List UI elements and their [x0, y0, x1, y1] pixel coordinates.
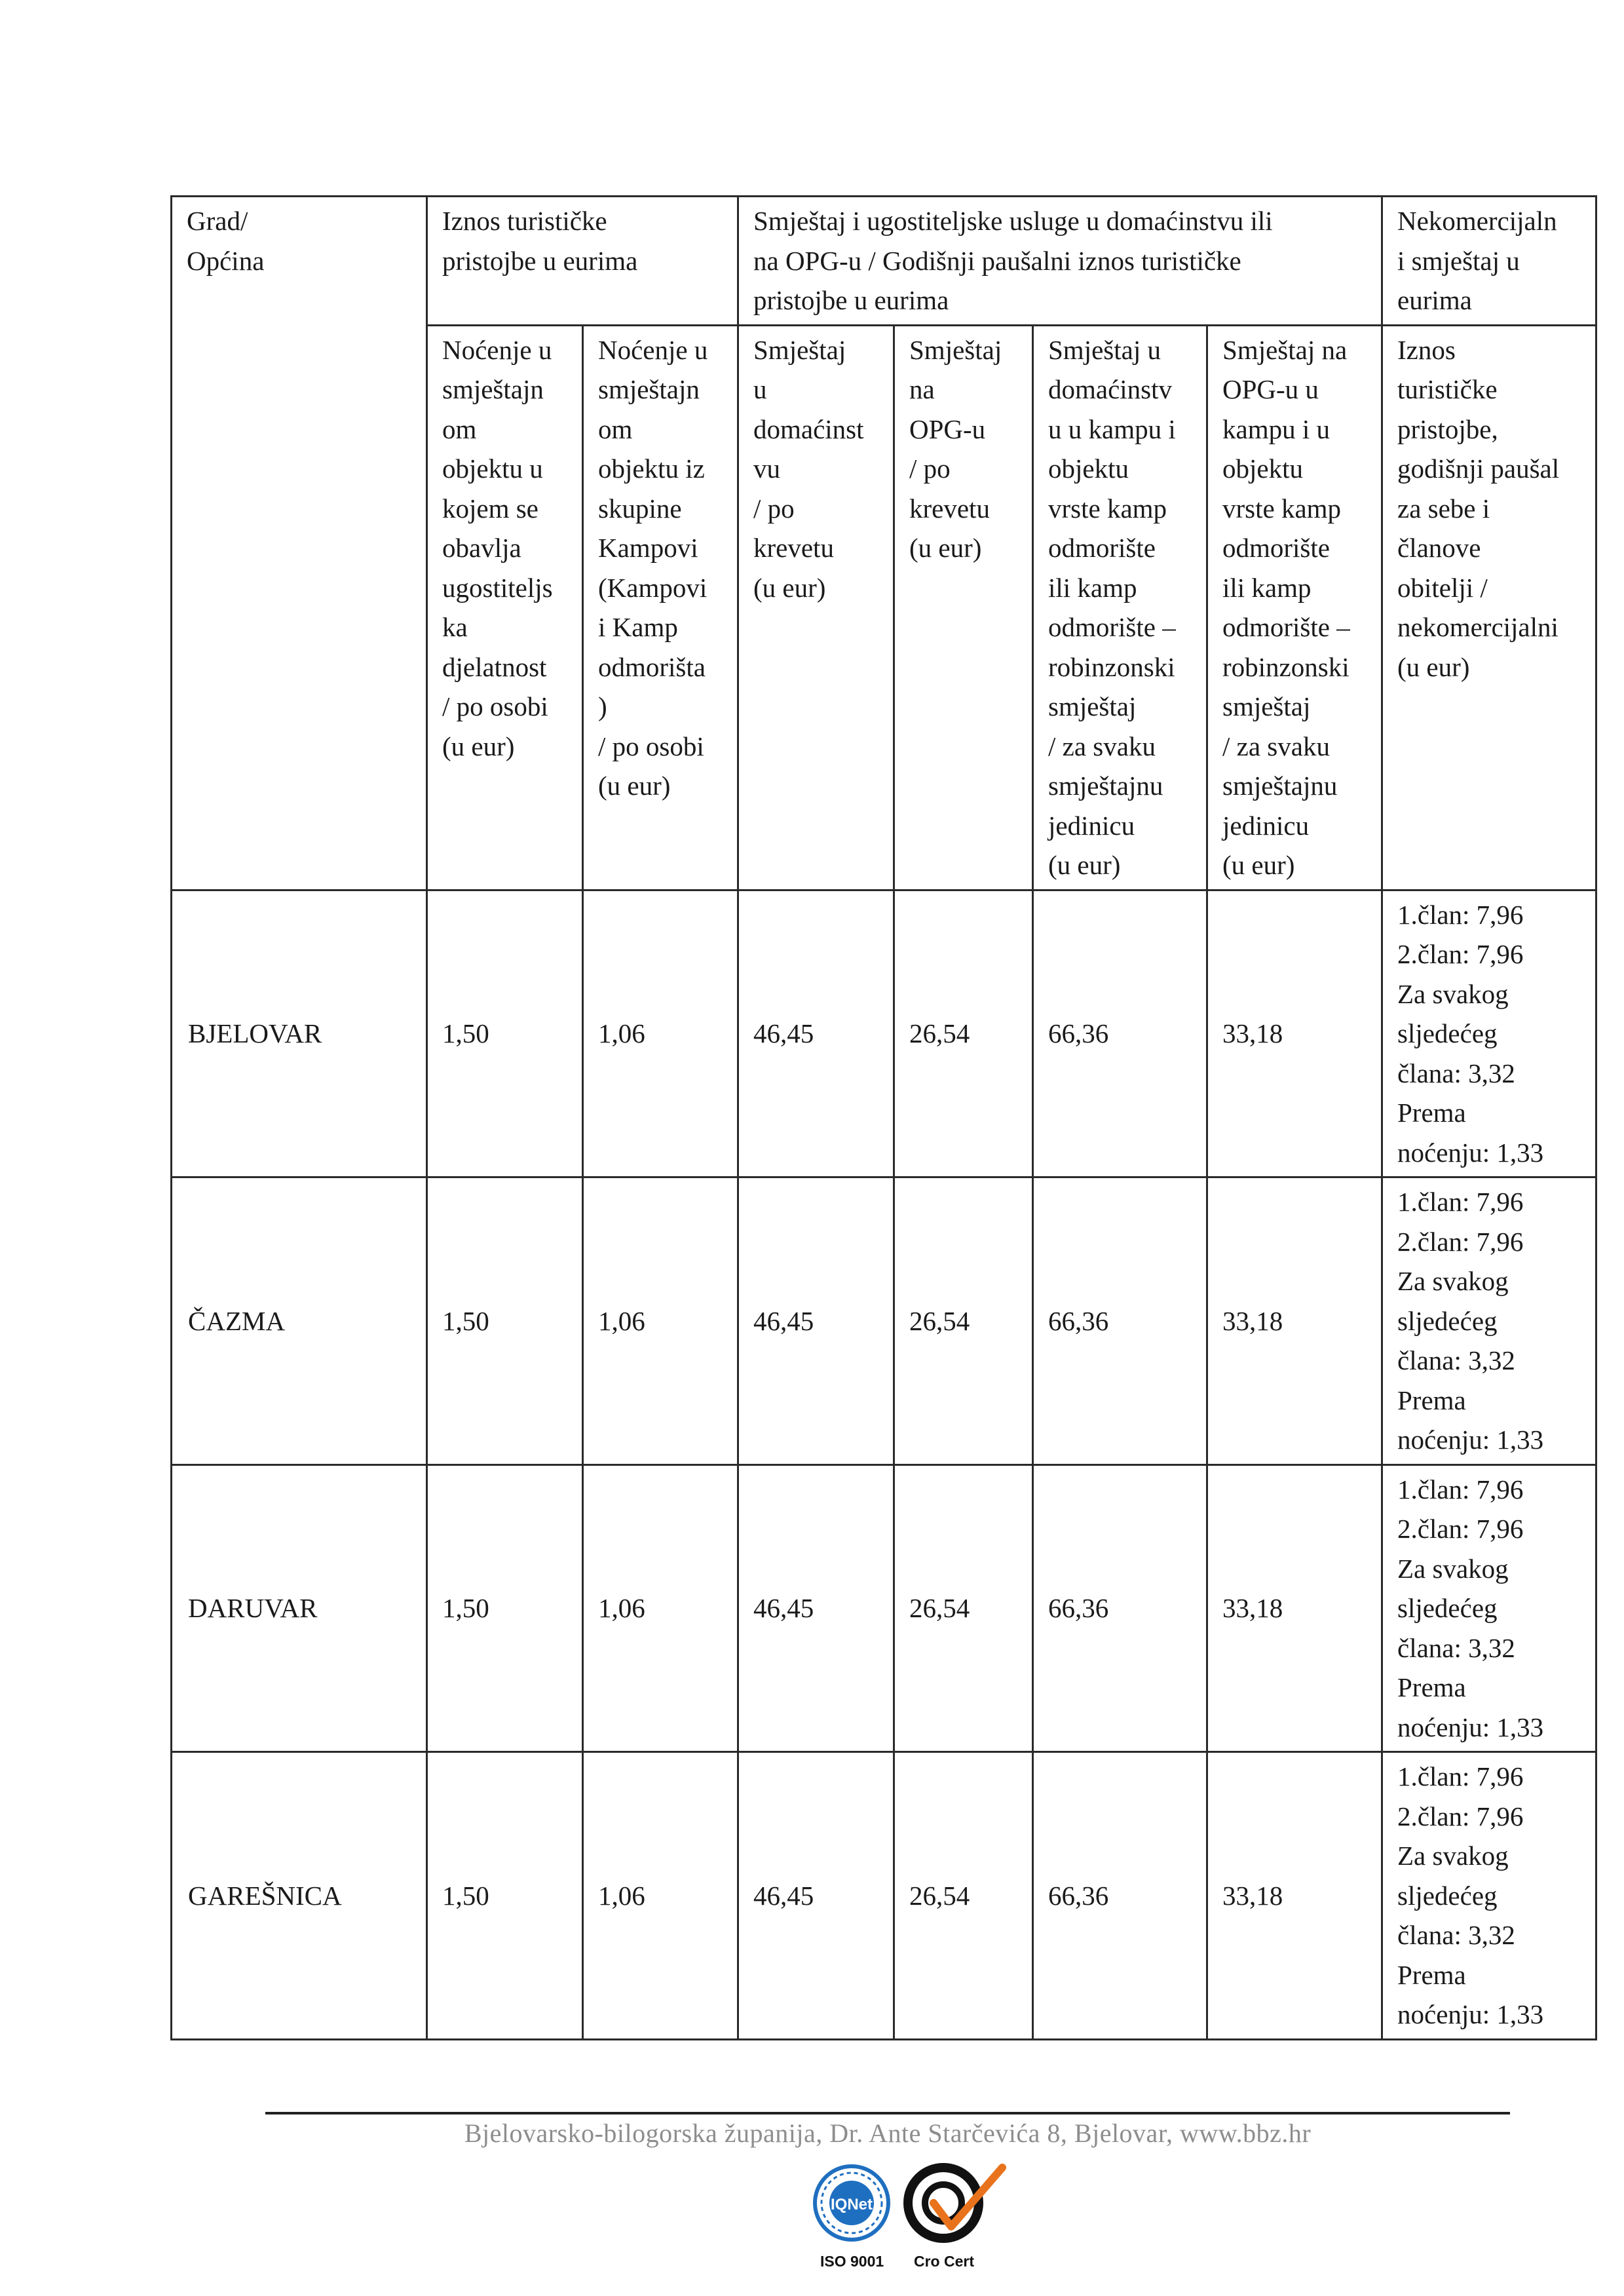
value-noncommercial: 1.član: 7,96 2.član: 7,96 Za svakog sljedećeg člana: 3,32 Prema noćenju: 1,33	[1382, 1752, 1596, 2040]
city-name: DARUVAR	[172, 1464, 427, 1752]
value-opg-camp-unit: 33,18	[1207, 1177, 1382, 1465]
header-noncommercial: Nekomercijaln i smještaj u eurima	[1382, 197, 1596, 326]
crocert-caption: Cro Cert	[914, 2253, 975, 2270]
table-row	[172, 1752, 1596, 2040]
city-name: GAREŠNICA	[172, 1752, 427, 2040]
iso-9001-caption: ISO 9001	[820, 2253, 884, 2270]
value-opg-camp-unit: 33,18	[1207, 890, 1382, 1177]
header-opg-bed: Smještaj na OPG-u / po krevetu (u eur)	[894, 325, 1033, 890]
certification-logos	[806, 2162, 1022, 2274]
value-household-bed: 46,45	[738, 1177, 894, 1465]
crocert-logo-icon	[897, 2162, 1022, 2254]
header-tax-amount: Iznos turističke pristojbe u eurima	[427, 197, 738, 326]
table-row	[172, 890, 1596, 1177]
value-overnight-camps: 1,06	[583, 1752, 738, 2040]
value-overnight-hospitality: 1,50	[427, 1464, 583, 1752]
header-opg-camp-unit: Smještaj na OPG-u u kampu i u objektu vrste kamp odmorište ili kamp odmorište – robinzonski smještaj / za svaku smještajnu jedinicu (u eur)	[1207, 325, 1382, 890]
footer-divider	[265, 2112, 1510, 2114]
value-noncommercial: 1.član: 7,96 2.član: 7,96 Za svakog sljedećeg člana: 3,32 Prema noćenju: 1,33	[1382, 890, 1596, 1177]
value-opg-camp-unit: 33,18	[1207, 1464, 1382, 1752]
city-name: ČAZMA	[172, 1177, 427, 1465]
header-city: Grad/ Općina	[172, 197, 427, 890]
value-household-camp-unit: 66,36	[1033, 1464, 1207, 1752]
header-household-bed: Smještaj u domaćinst vu / po krevetu (u eur)	[738, 325, 894, 890]
value-household-bed: 46,45	[738, 1752, 894, 2040]
value-opg-bed: 26,54	[894, 1177, 1033, 1465]
value-household-camp-unit: 66,36	[1033, 1177, 1207, 1465]
iqnet-logo-icon	[806, 2162, 904, 2254]
value-overnight-camps: 1,06	[583, 890, 738, 1177]
header-row-groups	[172, 197, 1596, 326]
header-overnight-hospitality: Noćenje u smještajn om objektu u kojem se obavlja ugostiteljs ka djelatnost / po osobi (u eur)	[427, 325, 583, 890]
header-household-camp-unit: Smještaj u domaćinstv u u kampu i objektu vrste kamp odmorište ili kamp odmorište – robinzonski smještaj / za svaku smještajnu jedinicu (u eur)	[1033, 325, 1207, 890]
footer-address: Bjelovarsko-bilogorska županija, Dr. Ante Starčevića 8, Bjelovar, www.bbz.hr	[464, 2118, 1312, 2148]
value-opg-camp-unit: 33,18	[1207, 1752, 1382, 2040]
city-name: BJELOVAR	[172, 890, 427, 1177]
value-overnight-hospitality: 1,50	[427, 1177, 583, 1465]
value-household-bed: 46,45	[738, 890, 894, 1177]
value-opg-bed: 26,54	[894, 1464, 1033, 1752]
header-noncommercial-annual: Iznos turističke pristojbe, godišnji paušal za sebe i članove obitelji / nekomercijalni (u eur)	[1382, 325, 1596, 890]
value-overnight-camps: 1,06	[583, 1177, 738, 1465]
value-opg-bed: 26,54	[894, 1752, 1033, 2040]
value-household-camp-unit: 66,36	[1033, 890, 1207, 1177]
tourist-tax-table	[170, 195, 1597, 2040]
value-overnight-hospitality: 1,50	[427, 1752, 583, 2040]
value-household-camp-unit: 66,36	[1033, 1752, 1207, 2040]
header-household-accommodation: Smještaj i ugostiteljske usluge u domaćinstvu ili na OPG-u / Godišnji paušalni iznos turističke pristojbe u eurima	[738, 197, 1382, 326]
value-noncommercial: 1.član: 7,96 2.član: 7,96 Za svakog sljedećeg člana: 3,32 Prema noćenju: 1,33	[1382, 1177, 1596, 1465]
value-household-bed: 46,45	[738, 1464, 894, 1752]
value-opg-bed: 26,54	[894, 890, 1033, 1177]
value-overnight-hospitality: 1,50	[427, 890, 583, 1177]
table-row	[172, 1464, 1596, 1752]
table-row	[172, 1177, 1596, 1465]
value-noncommercial: 1.član: 7,96 2.član: 7,96 Za svakog sljedećeg člana: 3,32 Prema noćenju: 1,33	[1382, 1464, 1596, 1752]
header-overnight-camps: Noćenje u smještajn om objektu iz skupine Kampovi (Kampovi i Kamp odmorišta ) / po osobi (u eur)	[583, 325, 738, 890]
iqnet-logo-label: IQNet	[830, 2196, 873, 2213]
value-overnight-camps: 1,06	[583, 1464, 738, 1752]
